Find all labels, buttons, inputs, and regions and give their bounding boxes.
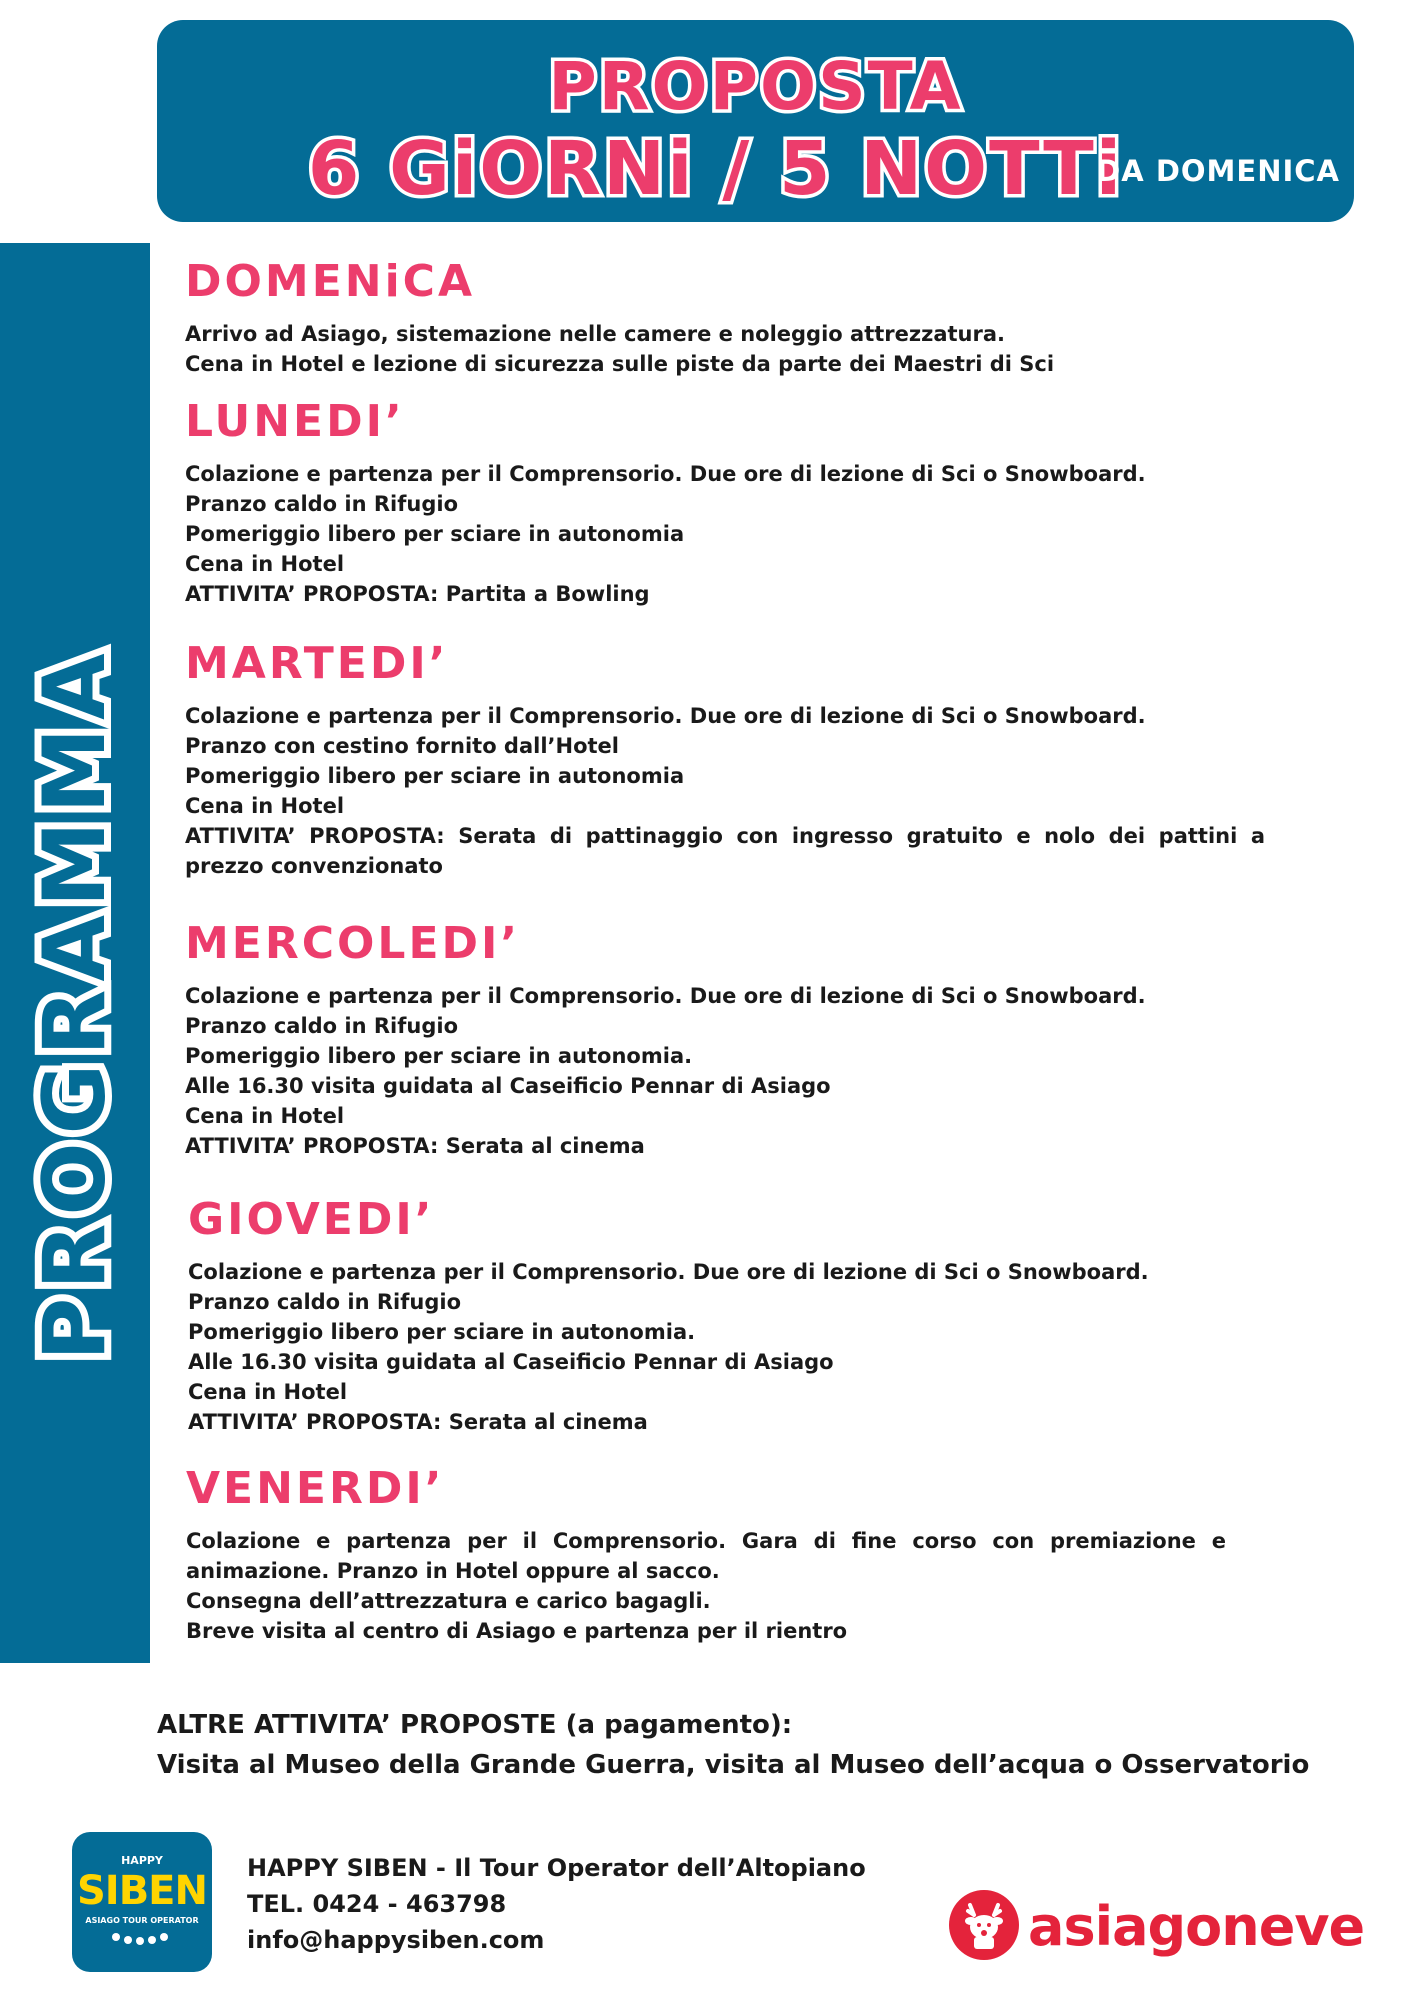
day-line: Pomeriggio libero per sciare in autonomia.	[185, 1044, 693, 1068]
day-section-giovedi	[188, 1193, 1278, 1437]
day-line: Pranzo caldo in Rifugio	[185, 1014, 458, 1038]
day-line: Colazione e partenza per il Comprensorio. Due ore di lezione di Sci o Snowboard.	[185, 984, 1146, 1008]
day-title: GIOVEDI’	[188, 1194, 435, 1245]
day-line: ATTIVITA’ PROPOSTA: Partita a Bowling	[185, 582, 650, 606]
contact-info	[247, 1850, 866, 1958]
day-line: Arrivo ad Asiago, sistemazione nelle camere e noleggio attrezzatura.	[185, 322, 1005, 346]
day-title: LUNEDI’	[185, 396, 405, 447]
day-line: ATTIVITA’ PROPOSTA: Serata al cinema	[188, 1410, 648, 1434]
phone-number: TEL. 0424 - 463798	[247, 1890, 507, 1918]
day-line: Cena in Hotel	[188, 1380, 348, 1404]
asiagoneve-logo	[948, 1889, 1365, 1965]
sidebar	[0, 243, 150, 1663]
day-line: Pranzo con cestino fornito dall’Hotel	[185, 734, 619, 758]
day-title: DOMENiCA	[185, 256, 476, 307]
day-line: Cena in Hotel	[185, 1104, 345, 1128]
extra-title: ALTRE ATTIVITA’ PROPOSTE (a pagamento):	[157, 1710, 793, 1740]
day-line: Pomeriggio libero per sciare in autonomia	[185, 764, 685, 788]
day-line: ATTIVITA’ PROPOSTA: Serata di pattinaggio con ingresso gratuito e nolo dei pattini a prezzo convenzionato	[185, 824, 1265, 878]
day-title: VENERDI’	[186, 1463, 445, 1514]
day-line: Pranzo caldo in Rifugio	[185, 492, 458, 516]
happy-siben-logo	[72, 1832, 212, 1972]
day-line: ATTIVITA’ PROPOSTA: Serata al cinema	[185, 1134, 645, 1158]
day-section-venerdi	[186, 1462, 1276, 1646]
day-section-lunedi	[185, 395, 1275, 609]
extra-text: Visita al Museo della Grande Guerra, visita al Museo dell’acqua o Osservatorio	[157, 1750, 1310, 1780]
sidebar-label: PROGRAMMA	[25, 645, 125, 1361]
day-line: Pomeriggio libero per sciare in autonomia.	[188, 1320, 696, 1344]
day-line: Colazione e partenza per il Comprensorio. Due ore di lezione di Sci o Snowboard.	[185, 462, 1146, 486]
day-section-mercoledi	[185, 917, 1275, 1161]
day-section-domenica	[185, 255, 1275, 379]
day-line: Colazione e partenza per il Comprensorio. Due ore di lezione di Sci o Snowboard.	[185, 704, 1146, 728]
extra-activities	[157, 1705, 1309, 1785]
logo-siben-text: SIBEN	[77, 1868, 207, 1914]
logo-subtitle: ASIAGO TOUR OPERATOR	[85, 1916, 199, 1925]
day-line: Consegna dell’attrezzatura e carico bagagli.	[186, 1589, 711, 1613]
logo-dots-icon	[110, 1932, 174, 1946]
day-section-martedi	[185, 637, 1275, 881]
day-line: Breve visita al centro di Asiago e partenza per il rientro	[186, 1619, 848, 1643]
logo-happy-text: HAPPY	[121, 1854, 163, 1867]
deer-icon	[948, 1889, 1020, 1961]
email-address: info@happysiben.com	[247, 1926, 545, 1954]
day-title: MARTEDI’	[185, 638, 449, 689]
day-line: Colazione e partenza per il Comprensorio. Due ore di lezione di Sci o Snowboard.	[188, 1260, 1149, 1284]
asiagoneve-text: asiagoneve	[1028, 1895, 1365, 1958]
title-line-1: PROPOSTA	[548, 48, 963, 125]
header-banner	[157, 20, 1354, 222]
day-title: MERCOLEDI’	[185, 918, 521, 969]
day-line: Cena in Hotel	[185, 794, 345, 818]
day-line: Alle 16.30 visita guidata al Caseificio Pennar di Asiago	[188, 1350, 834, 1374]
subtitle: DA DOMENICA	[1096, 154, 1340, 188]
company-name: HAPPY SIBEN - Il Tour Operator dell’Altopiano	[247, 1854, 866, 1882]
day-line: Alle 16.30 visita guidata al Caseificio Pennar di Asiago	[185, 1074, 831, 1098]
day-line: Pranzo caldo in Rifugio	[188, 1290, 461, 1314]
day-line: Pomeriggio libero per sciare in autonomia	[185, 522, 685, 546]
title-line-2: 6 GiORNi / 5 NOTTi	[307, 126, 1124, 212]
day-line: Cena in Hotel	[185, 552, 345, 576]
day-line: Colazione e partenza per il Comprensorio. Gara di fine corso con premiazione e animazione. Pranzo in Hotel oppure al sacco.	[186, 1529, 1226, 1583]
day-line: Cena in Hotel e lezione di sicurezza sulle piste da parte dei Maestri di Sci	[185, 352, 1055, 376]
